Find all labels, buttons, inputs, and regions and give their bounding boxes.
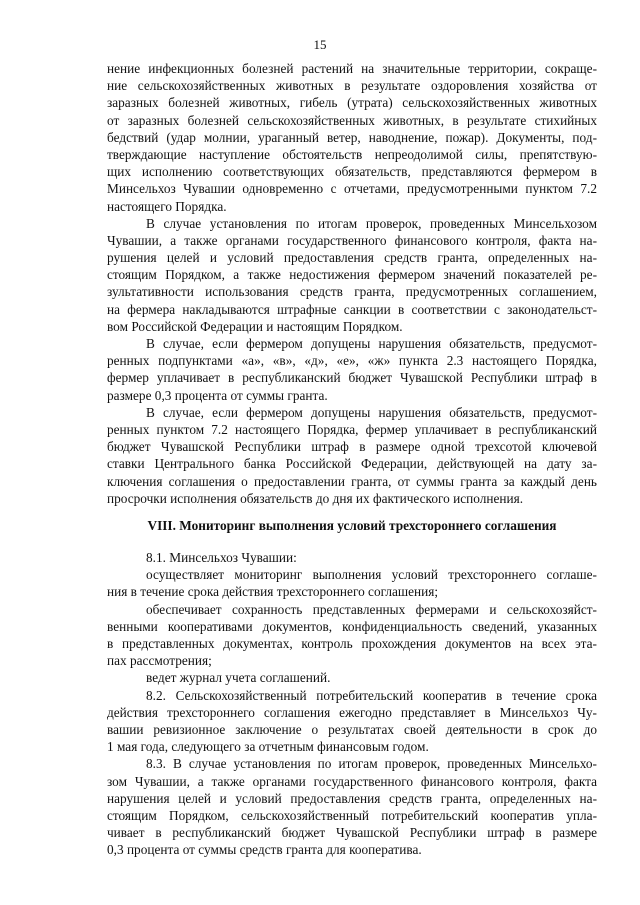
- text-line: настоящего Порядка.: [107, 198, 227, 214]
- text-line: щих исполнению соответствующих обязательств, представляются фермером в: [107, 164, 597, 180]
- text-line: нение инфекционных болезней растений на значительные территории, сокраще-: [107, 61, 597, 76]
- text-line: обеспечивает сохранность представленных фермерами и сельскохозяйст-: [146, 601, 597, 617]
- text-line: стоящим Порядком, а также недостижения фермером значений показателей ре-: [107, 267, 597, 283]
- text-line: ставки Центрального банка Российской Федерации, действующей на дату за-: [107, 456, 597, 472]
- text-line: пах рассмотрения;: [107, 653, 212, 669]
- text-line: действия трехстороннего соглашения ежегодно представляет в Минсельхоз Чу-: [107, 704, 597, 720]
- text-line: рушения целей и условий предоставления средств гранта, определенных на-: [107, 250, 597, 266]
- document-body: [107, 60, 597, 858]
- text-line: 0,3 процента от суммы средств гранта для кооператива.: [107, 842, 422, 858]
- text-line: ния в течение срока действия трехстороннего соглашения;: [107, 584, 439, 600]
- section-heading: VIII. Мониторинг выполнения условий трехстороннего соглашения: [147, 517, 557, 533]
- paragraph: [107, 60, 597, 215]
- text-line: ренных пунктом 7.2 настоящего Порядка, фермер уплачивает в республиканский: [107, 421, 597, 437]
- text-line: вашии ревизионное заключение о результатах своей деятельности в срок до: [107, 721, 597, 737]
- text-line: зультативности использования средств гранта, предусмотренных соглашением,: [107, 284, 597, 300]
- text-line: размере 0,3 процента от суммы гранта.: [107, 387, 328, 403]
- paragraph: [107, 669, 597, 686]
- page-number: 15: [313, 37, 327, 52]
- text-line: бюджет Чувашской Республики штраф в размере одной трехсотой ключевой: [107, 439, 597, 455]
- text-line: просрочки исполнения обязательств до дня их фактического исполнения.: [107, 490, 524, 506]
- text-line: бедствий (удар молнии, ураганный ветер, наводнение, пожар). Документы, под-: [107, 129, 597, 145]
- paragraph: [107, 215, 597, 335]
- text-line: 8.3. В случае установления по итогам проверок, проведенных Минсельхо-: [146, 756, 597, 772]
- paragraph: [107, 549, 597, 566]
- paragraph: [107, 335, 597, 404]
- text-line: Минсельхоз Чувашии одновременно с отчетами, предусмотренными пунктом 7.2: [107, 181, 597, 197]
- text-line: стоящим Порядком, сельскохозяйственный потребительский кооператив упла-: [107, 807, 597, 823]
- text-line: вом Российской Федерации и настоящим Порядком.: [107, 318, 403, 334]
- paragraph: [107, 404, 597, 507]
- text-line: В случае установления по итогам проверок, проведенных Минсельхозом: [146, 215, 597, 231]
- text-line: зом Чувашии, а также органами государственного финансового контроля, факта: [107, 773, 597, 789]
- paragraph: [107, 566, 597, 600]
- text-line: нарушения целей и условий предоставления средств гранта, определенных на-: [107, 790, 597, 806]
- text-line: ренных подпунктами «а», «в», «д», «е», «ж» пункта 2.3 настоящего Порядка,: [107, 353, 597, 369]
- text-line: ведет журнал учета соглашений.: [146, 670, 331, 686]
- text-line: ние сельскохозяйственных животных в результате оздоровления хозяйства от: [107, 78, 597, 94]
- text-line: фермер уплачивает в республиканский бюджет Чувашской Республики штраф в: [107, 370, 597, 386]
- text-line: венными кооперативами документов, конфиденциальность сведений, указанных: [107, 618, 597, 634]
- text-line: Чувашии, а также органами государственного финансового контроля, факта на-: [107, 232, 597, 248]
- text-line: 8.1. Минсельхоз Чувашии:: [146, 550, 297, 566]
- text-line: в представленных документах, контроль прохождения документов на всех эта-: [107, 636, 597, 651]
- paragraph: [107, 687, 597, 756]
- paragraph: [107, 601, 597, 670]
- text-line: 8.2. Сельскохозяйственный потребительский кооператив в течение срока: [146, 687, 597, 703]
- paragraph: [107, 755, 597, 858]
- text-line: В случае, если фермером допущены нарушения обязательств, предусмот-: [146, 404, 597, 420]
- text-line: ключения соглашения о предоставлении гранта, от суммы гранта за каждый день: [107, 473, 597, 489]
- text-line: на фермера накладываются штрафные санкции в соответствии с законодательст-: [107, 301, 597, 317]
- text-line: заразных болезней животных, гибель (утрата) сельскохозяйственных животных: [107, 95, 597, 111]
- text-line: осуществляет мониторинг выполнения условий трехстороннего соглаше-: [146, 567, 597, 583]
- text-line: от заразных болезней сельскохозяйственных животных, в результате стихийных: [107, 112, 597, 128]
- text-line: чивает в республиканский бюджет Чувашской Республики штраф в размере: [107, 825, 597, 841]
- text-line: тверждающие наступление обстоятельств непреодолимой силы, препятствую-: [107, 146, 597, 162]
- text-line: 1 мая года, следующего за отчетным финансовым годом.: [107, 739, 429, 755]
- text-line: В случае, если фермером допущены нарушения обязательств, предусмот-: [146, 336, 597, 351]
